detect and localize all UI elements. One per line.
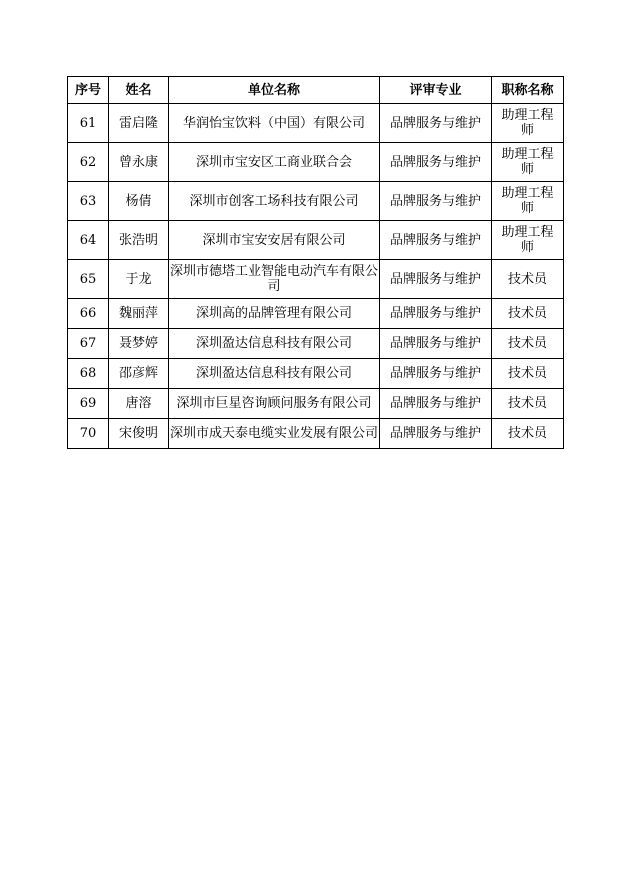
cell-seq: 61 — [68, 104, 109, 143]
cell-title: 技术员 — [492, 260, 564, 299]
cell-name: 魏丽萍 — [109, 299, 169, 329]
cell-name: 宋俊明 — [109, 419, 169, 449]
cell-name: 聂梦婷 — [109, 329, 169, 359]
cell-name: 于龙 — [109, 260, 169, 299]
cell-company: 深圳市成天泰电缆实业发展有限公司 — [169, 419, 380, 449]
table-row — [68, 260, 564, 299]
cell-name: 张浩明 — [109, 221, 169, 260]
cell-title: 技术员 — [492, 389, 564, 419]
cell-seq: 68 — [68, 359, 109, 389]
column-header-name: 姓名 — [109, 77, 169, 104]
cell-seq: 70 — [68, 419, 109, 449]
cell-specialty: 品牌服务与维护 — [380, 104, 492, 143]
cell-seq: 64 — [68, 221, 109, 260]
cell-title: 助理工程师 — [492, 143, 564, 182]
table-row — [68, 419, 564, 449]
cell-company: 深圳高的品牌管理有限公司 — [169, 299, 380, 329]
cell-title: 技术员 — [492, 419, 564, 449]
cell-name: 邵彦辉 — [109, 359, 169, 389]
table-row — [68, 182, 564, 221]
cell-seq: 65 — [68, 260, 109, 299]
cell-title: 助理工程师 — [492, 104, 564, 143]
column-header-specialty: 评审专业 — [380, 77, 492, 104]
cell-specialty: 品牌服务与维护 — [380, 389, 492, 419]
cell-specialty: 品牌服务与维护 — [380, 260, 492, 299]
cell-specialty: 品牌服务与维护 — [380, 419, 492, 449]
cell-company: 深圳盈达信息科技有限公司 — [169, 329, 380, 359]
cell-company: 深圳盈达信息科技有限公司 — [169, 359, 380, 389]
table-row — [68, 329, 564, 359]
table-row — [68, 359, 564, 389]
cell-company: 华润怡宝饮料（中国）有限公司 — [169, 104, 380, 143]
cell-company: 深圳市宝安区工商业联合会 — [169, 143, 380, 182]
table-row — [68, 104, 564, 143]
cell-name: 雷启隆 — [109, 104, 169, 143]
table-row — [68, 299, 564, 329]
table-row — [68, 389, 564, 419]
cell-title: 技术员 — [492, 299, 564, 329]
cell-name: 唐溶 — [109, 389, 169, 419]
cell-specialty: 品牌服务与维护 — [380, 299, 492, 329]
column-header-seq: 序号 — [68, 77, 109, 104]
cell-company: 深圳市德塔工业智能电动汽车有限公司 — [169, 260, 380, 299]
cell-company: 深圳市创客工场科技有限公司 — [169, 182, 380, 221]
table-row — [68, 221, 564, 260]
review-roster-table — [67, 76, 564, 449]
column-header-title: 职称名称 — [492, 77, 564, 104]
table-header-row — [68, 77, 564, 104]
cell-seq: 62 — [68, 143, 109, 182]
cell-seq: 69 — [68, 389, 109, 419]
cell-seq: 63 — [68, 182, 109, 221]
cell-title: 技术员 — [492, 329, 564, 359]
cell-company: 深圳市宝安安居有限公司 — [169, 221, 380, 260]
cell-name: 杨倩 — [109, 182, 169, 221]
column-header-company: 单位名称 — [169, 77, 380, 104]
cell-title: 助理工程师 — [492, 221, 564, 260]
table-body — [68, 104, 564, 449]
cell-title: 助理工程师 — [492, 182, 564, 221]
cell-company: 深圳市巨星咨询顾问服务有限公司 — [169, 389, 380, 419]
cell-title: 技术员 — [492, 359, 564, 389]
cell-specialty: 品牌服务与维护 — [380, 221, 492, 260]
cell-seq: 67 — [68, 329, 109, 359]
cell-specialty: 品牌服务与维护 — [380, 143, 492, 182]
cell-specialty: 品牌服务与维护 — [380, 359, 492, 389]
cell-seq: 66 — [68, 299, 109, 329]
table-row — [68, 143, 564, 182]
cell-name: 曾永康 — [109, 143, 169, 182]
cell-specialty: 品牌服务与维护 — [380, 329, 492, 359]
cell-specialty: 品牌服务与维护 — [380, 182, 492, 221]
